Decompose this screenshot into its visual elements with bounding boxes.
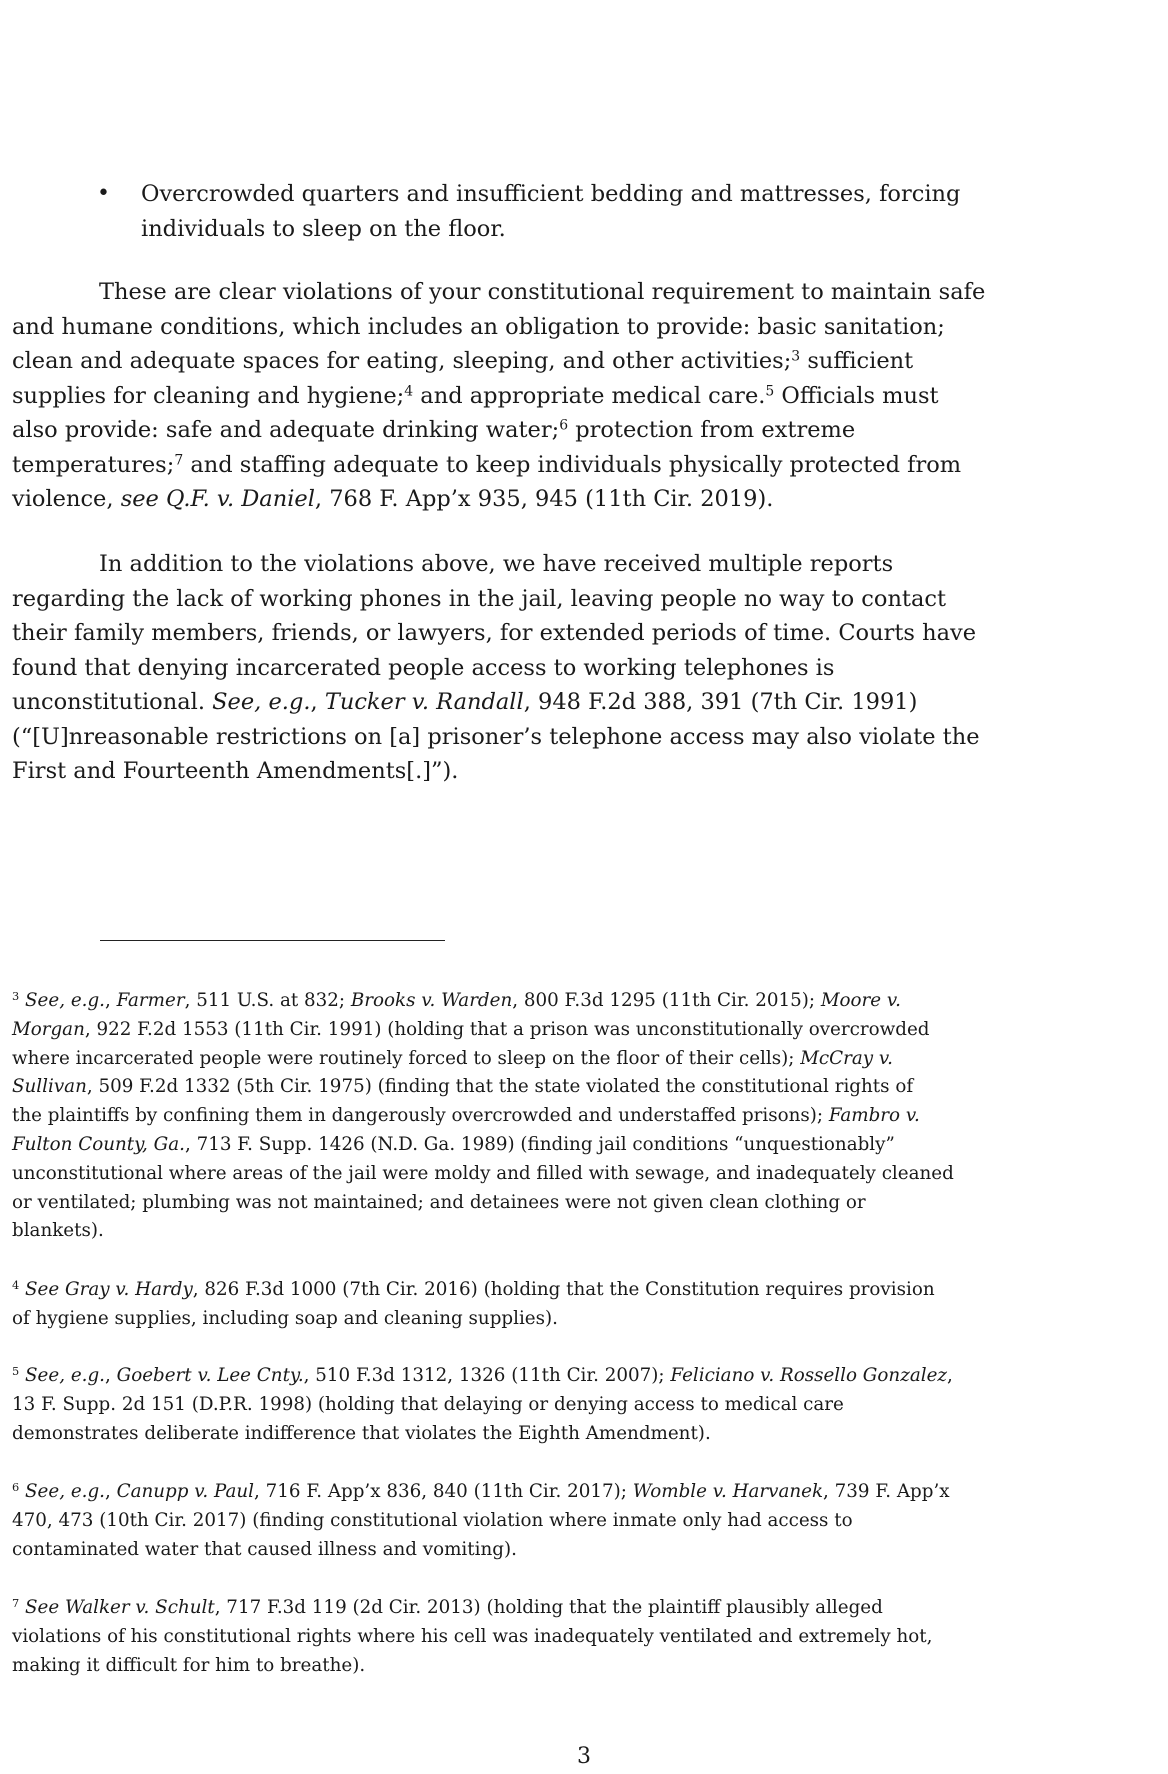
text-run: making it difficult for him to breathe).	[12, 1654, 366, 1676]
text-line	[12, 1507, 950, 1536]
text-line	[12, 413, 985, 448]
footnote-marker: 3	[791, 348, 801, 365]
text-run: , 717 F.3d 119 (2d Cir. 2013) (holding that the plaintiff plausibly alleged	[214, 1597, 883, 1618]
citation-italic: Tucker v. Randall	[324, 689, 524, 715]
citation-italic: See Gray v. Hardy	[25, 1279, 193, 1300]
citation-italic: See, e.g.	[25, 990, 105, 1011]
footnote-marker: 7	[12, 1595, 20, 1610]
text-line	[12, 1102, 954, 1131]
text-line	[12, 1420, 953, 1449]
text-run: violations of his constitutional rights where his cell was inadequately ventilated and extremely hot,	[12, 1625, 933, 1647]
text-line	[12, 1045, 954, 1074]
text-run: These are clear violations of your constitutional requirement to maintain safe	[99, 279, 986, 305]
text-run: Officials must	[774, 382, 939, 409]
text-run: 470, 473 (10th Cir. 2017) (finding constitutional violation where inmate only had access to	[12, 1509, 853, 1531]
citation-italic: See, e.g.	[212, 689, 311, 715]
text-line	[12, 1623, 932, 1652]
citation-italic: see Q.F. v. Daniel	[120, 486, 315, 512]
text-run: where incarcerated people were routinely forced to sleep on the floor of their cells);	[12, 1047, 801, 1069]
footnote-marker: 5	[765, 382, 775, 399]
text-line	[12, 1594, 932, 1623]
text-line	[12, 1131, 954, 1160]
citation-italic: Morgan	[12, 1018, 85, 1040]
text-run: and humane conditions, which includes an obligation to provide: basic sanitation;	[12, 313, 945, 340]
citation-italic: See, e.g.	[25, 1481, 105, 1502]
citation-italic: McCray v.	[800, 1047, 893, 1069]
text-run: First and Fourteenth Amendments[.]”).	[12, 758, 459, 784]
text-line	[12, 1217, 954, 1246]
text-line	[12, 344, 985, 379]
citation-italic: See, e.g.	[25, 1365, 105, 1386]
text-run: also provide: safe and adequate drinking water;	[12, 417, 560, 443]
citation-italic: Farmer	[116, 990, 185, 1011]
text-run: supplies for cleaning and hygiene;	[12, 382, 405, 409]
citation-italic: Fambro v.	[828, 1105, 920, 1127]
footnote-6	[12, 1478, 950, 1564]
text-line	[12, 1073, 954, 1102]
text-run: unconstitutional where areas of the jail were moldy and filled with sewage, and inadequately cleaned	[12, 1162, 954, 1184]
text-run: blankets).	[12, 1220, 104, 1242]
bullet-icon: •	[97, 181, 110, 206]
text-run: regarding the lack of working phones in the jail, leaving people no way to contact	[12, 585, 947, 612]
text-line	[12, 582, 980, 617]
text-line	[12, 987, 954, 1016]
footnote-marker: 6	[12, 1479, 20, 1494]
text-line	[12, 1160, 954, 1189]
text-run: ,	[947, 1365, 953, 1386]
footnote-4	[12, 1276, 935, 1334]
text-run: In addition to the violations above, we have received multiple reports	[99, 551, 894, 577]
footnote-marker: 7	[174, 451, 184, 468]
text-run: of hygiene supplies, including soap and cleaning supplies).	[12, 1307, 558, 1329]
text-run: found that denying incarcerated people access to working telephones is	[12, 654, 835, 681]
text-run: the plaintiffs by confining them in dangerously overcrowded and understaffed prisons);	[12, 1105, 829, 1127]
text-line	[12, 651, 980, 686]
citation-italic: See Walker v. Schult	[25, 1597, 215, 1618]
text-line	[12, 1362, 953, 1391]
text-run: , 768 F. App’x 935, 945 (11th Cir. 2019).	[314, 486, 774, 512]
text-run: , 800 F.3d 1295 (11th Cir. 2015);	[512, 990, 821, 1011]
text-run: , 511 U.S. at 832;	[184, 990, 351, 1011]
text-line	[141, 177, 960, 212]
text-line	[12, 1305, 935, 1334]
text-run: protection from extreme	[568, 417, 856, 443]
citation-italic: Sullivan	[12, 1076, 87, 1098]
text-line	[141, 212, 960, 247]
text-line	[12, 482, 985, 517]
text-run: , 716 F. App’x 836, 840 (11th Cir. 2017);	[254, 1481, 633, 1502]
text-line	[12, 275, 985, 310]
text-line	[12, 685, 980, 720]
text-line	[12, 1189, 954, 1218]
text-run: , 826 F.3d 1000 (7th Cir. 2016) (holding that the Constitution requires provision	[192, 1279, 935, 1300]
citation-italic: Moore v.	[820, 990, 901, 1011]
text-line	[12, 448, 985, 483]
bullet-text	[141, 177, 960, 246]
text-run: ,	[104, 1481, 117, 1502]
footnote-3	[12, 987, 954, 1246]
text-line	[12, 1016, 954, 1045]
text-run: 13 F. Supp. 2d 151 (D.P.R. 1998) (holding that delaying or denying access to medical care	[12, 1393, 844, 1415]
text-run: , 713 F. Supp. 1426 (N.D. Ga. 1989) (finding jail conditions “unquestionably”	[184, 1133, 895, 1155]
paragraph-phones	[12, 547, 980, 789]
text-run: ,	[104, 990, 117, 1011]
text-run: individuals to sleep on the floor.	[141, 215, 506, 242]
text-line	[12, 1276, 935, 1305]
text-run: sufficient	[800, 348, 914, 374]
text-run: , 509 F.2d 1332 (5th Cir. 1975) (finding that the state violated the constitutional rights of	[86, 1076, 914, 1098]
text-line	[12, 720, 980, 755]
text-run: contaminated water that caused illness and vomiting).	[12, 1538, 517, 1560]
text-line	[12, 1536, 950, 1565]
text-run: , 510 F.3d 1312, 1326 (11th Cir. 2007);	[303, 1365, 671, 1386]
text-run: and appropriate medical care.	[413, 382, 766, 409]
footnote-marker: 4	[12, 1277, 20, 1292]
text-run: temperatures;	[12, 451, 175, 478]
citation-italic: Fulton County, Ga.	[12, 1133, 185, 1155]
citation-italic: Goebert v. Lee Cnty.	[116, 1365, 304, 1386]
paragraph-violations	[12, 275, 985, 517]
text-line	[12, 1391, 953, 1420]
text-run: unconstitutional.	[12, 689, 213, 715]
text-run: demonstrates deliberate indifference that violates the Eighth Amendment).	[12, 1422, 711, 1444]
footnote-marker: 6	[559, 417, 569, 434]
citation-italic: Canupp v. Paul	[116, 1481, 255, 1502]
text-run: and staffing adequate to keep individuals physically protected from	[183, 451, 962, 478]
citation-italic: Feliciano v. Rossello Gonzalez	[670, 1365, 948, 1386]
text-run: Overcrowded quarters and insufficient bedding and mattresses, forcing	[141, 181, 961, 207]
text-run: or ventilated; plumbing was not maintained; and detainees were not given clean clothing or	[12, 1191, 866, 1213]
text-line	[12, 616, 980, 651]
text-run: ,	[104, 1365, 117, 1386]
text-line	[12, 310, 985, 345]
footnote-marker: 3	[12, 988, 20, 1003]
text-line	[12, 547, 980, 582]
page-number: 3	[577, 1744, 591, 1769]
footnote-5	[12, 1362, 953, 1448]
text-run: their family members, friends, or lawyers, for extended periods of time. Courts have	[12, 620, 977, 646]
footnote-7	[12, 1594, 932, 1680]
text-run: ,	[310, 689, 325, 715]
text-run: (“[U]nreasonable restrictions on [a] prisoner’s telephone access may also violate the	[12, 723, 980, 750]
text-run: , 739 F. App’x	[823, 1481, 950, 1502]
footnote-marker: 5	[12, 1363, 20, 1378]
citation-italic: Brooks v. Warden	[350, 990, 513, 1011]
footnote-marker: 4	[404, 382, 414, 399]
text-line	[12, 379, 985, 414]
text-line	[12, 1478, 950, 1507]
text-run: violence,	[12, 486, 121, 512]
text-run: clean and adequate spaces for eating, sleeping, and other activities;	[12, 348, 792, 374]
text-run: , 922 F.2d 1553 (11th Cir. 1991) (holding that a prison was unconstitutionally overcrowded	[84, 1018, 930, 1040]
text-line	[12, 1652, 932, 1681]
citation-italic: Womble v. Harvanek	[632, 1481, 824, 1502]
footnote-separator	[100, 940, 445, 941]
text-run: , 948 F.2d 388, 391 (7th Cir. 1991)	[523, 689, 918, 715]
text-line	[12, 754, 980, 789]
